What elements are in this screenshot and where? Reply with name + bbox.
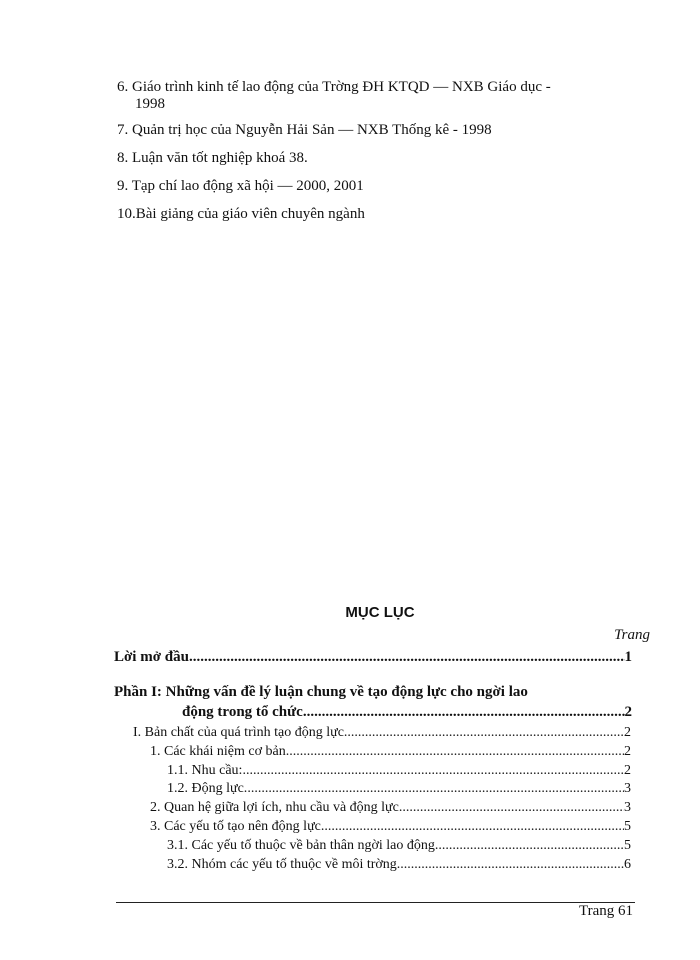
toc-entry-page: 2 — [624, 744, 631, 759]
toc-entry-1-1-1[interactable] — [167, 762, 631, 780]
reference-text: Bài giảng của giáo viên chuyên ngành — [135, 206, 365, 222]
toc-entry-label: 3.1. Các yếu tố thuộc về bản thân ngời lao động — [167, 838, 435, 853]
footer-page-number: Trang 61 — [578, 903, 633, 919]
toc-entry-page: 2 — [624, 725, 631, 740]
toc-title: MỤC LỤC — [345, 604, 415, 621]
toc-entry-page: 6 — [624, 857, 631, 872]
reference-number: 7. — [117, 122, 129, 138]
toc-entry-1-3-1[interactable] — [167, 837, 631, 855]
toc-entry-label: động trong tổ chức — [182, 704, 303, 720]
reference-item — [117, 79, 637, 113]
toc-entry-section-1[interactable] — [133, 724, 631, 742]
toc-entry-1-3-2[interactable] — [167, 856, 631, 874]
toc-entry-1-1-2[interactable] — [167, 780, 631, 798]
toc-entry-part1[interactable] — [182, 703, 632, 721]
toc-entry-1-1[interactable] — [150, 743, 631, 761]
toc-entry-page: 5 — [624, 819, 631, 834]
toc-entry-label: 3.2. Nhóm các yếu tố thuộc về môi trờng. — [167, 857, 401, 872]
toc-entry-label: 3. Các yếu tố tạo nên động lực. — [150, 819, 325, 834]
toc-entry-page: 3 — [624, 781, 631, 796]
toc-entry-label: I. Bản chất của quá trình tạo động lực — [133, 725, 344, 740]
reference-item — [117, 178, 364, 195]
toc-leader-dots — [402, 799, 624, 817]
toc-entry-part1-label[interactable]: Phần I: Những vấn đề lý luận chung về tạo động lực cho ngời lao — [114, 684, 528, 700]
toc-entry-label: 1.2. Động lực. — [167, 781, 248, 796]
toc-leader-dots — [247, 780, 624, 798]
toc-entry-label: 1.1. Nhu cầu: — [167, 763, 243, 778]
toc-entry-page: 3 — [624, 800, 631, 815]
toc-leader-dots — [400, 856, 624, 874]
reference-text: Tạp chí lao động xã hội — 2000, 2001 — [131, 178, 364, 194]
reference-text-continuation: 1998 — [135, 96, 165, 112]
toc-entry-page: 2 — [624, 704, 632, 720]
toc-leader-dots — [242, 762, 624, 780]
toc-entry-label: 2. Quan hệ giữa lợi ích, nhu cầu và động lực. — [150, 800, 403, 815]
toc-entry-page: 1 — [624, 649, 632, 665]
toc-leader-dots — [189, 648, 625, 666]
toc-leader-dots — [324, 818, 624, 836]
toc-entry-page: 2 — [624, 763, 631, 778]
reference-item — [117, 150, 308, 167]
toc-leader-dots — [435, 837, 624, 855]
toc-leader-dots — [344, 724, 624, 742]
reference-item — [117, 122, 492, 139]
reference-number: 10. — [117, 206, 136, 222]
reference-item — [117, 206, 365, 223]
toc-entry-loi-mo-dau[interactable] — [114, 648, 632, 666]
reference-number: 6. — [117, 79, 129, 95]
reference-number: 9. — [117, 178, 129, 194]
toc-entry-1-3[interactable] — [150, 818, 631, 836]
footer-divider — [116, 902, 635, 903]
toc-entry-label: Lời mở đầu — [114, 649, 189, 665]
toc-entry-label: 1. Các khái niệm cơ bản — [150, 744, 286, 759]
reference-text: Luận văn tốt nghiệp khoá 38. — [132, 150, 308, 166]
toc-leader-dots — [286, 743, 624, 761]
toc-leader-dots — [303, 703, 625, 721]
toc-page-column-header: Trang — [614, 627, 650, 643]
toc-entry-page: 5 — [624, 838, 631, 853]
toc-entry-1-2[interactable] — [150, 799, 631, 817]
reference-number: 8. — [117, 150, 129, 166]
reference-text: Giáo trình kinh tế lao động của Trờng ĐH KTQD — NXB Giáo dục - — [132, 79, 551, 95]
reference-text: Quản trị học của Nguyễn Hải Sản — NXB Thống kê - 1998 — [132, 122, 492, 138]
